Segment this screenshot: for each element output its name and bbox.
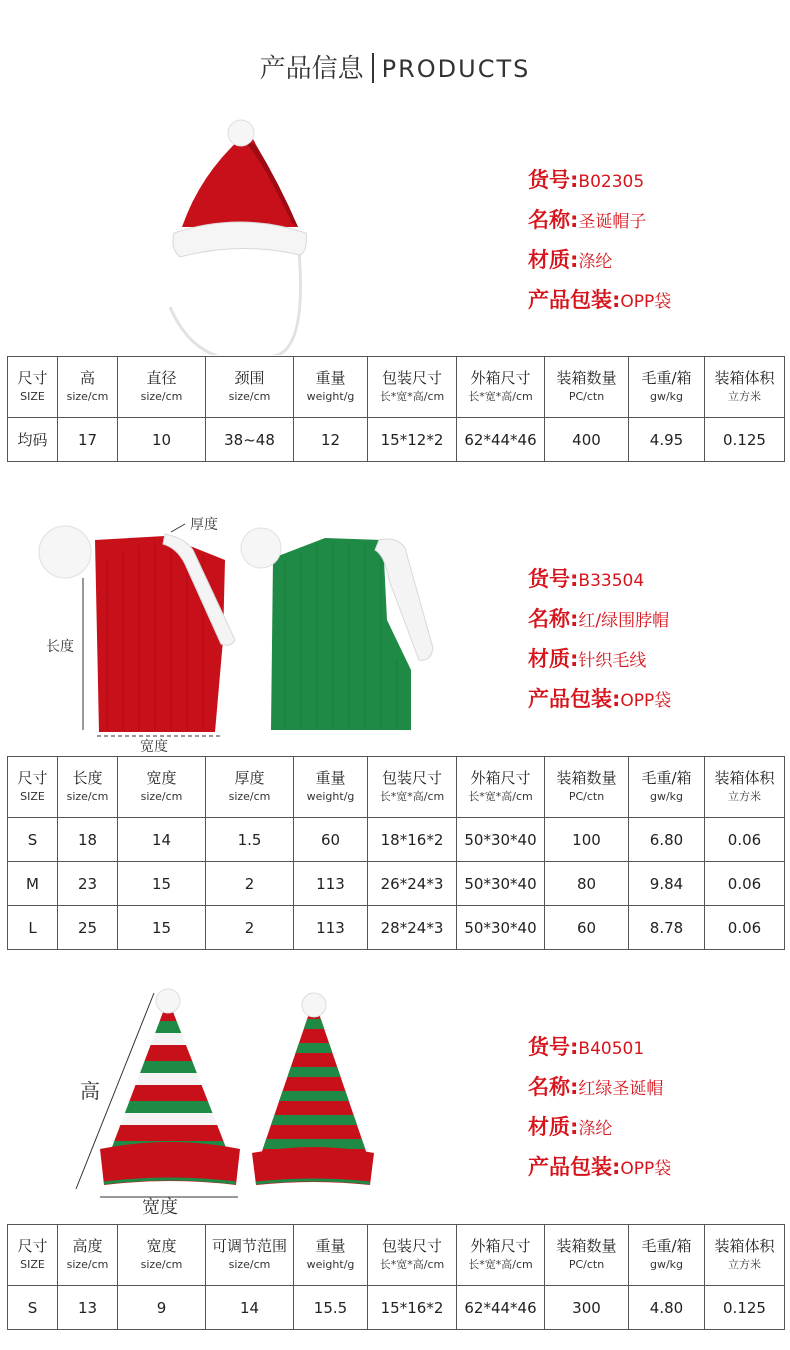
table-header-row (8, 1225, 785, 1286)
header-cell: 装箱数量 PC/ctn (545, 1225, 629, 1286)
product-info-3 (528, 1027, 671, 1187)
info-value: OPP袋 (620, 292, 672, 312)
info-value: B40501 (578, 1039, 645, 1059)
header-cell: 包装尺寸 长*宽*高/cm (368, 1225, 457, 1286)
info-row (528, 559, 671, 599)
table-cell: 4.80 (629, 1286, 705, 1330)
snood-hats-image (35, 520, 445, 755)
info-value: 红/绿围脖帽 (578, 611, 670, 631)
info-label: 货号: (528, 567, 579, 591)
table-cell: 400 (545, 418, 629, 462)
height-label: 高 (80, 1079, 100, 1103)
table-cell: 13 (58, 1286, 118, 1330)
table-row (8, 1286, 785, 1330)
table-cell: 28*24*3 (368, 906, 457, 950)
spec-table-2 (7, 756, 785, 950)
info-value: 圣诞帽子 (578, 212, 647, 232)
spec-table-3 (7, 1224, 785, 1330)
info-label: 产品包装: (528, 687, 621, 711)
table-cell: 100 (545, 818, 629, 862)
title-divider (372, 53, 374, 83)
table-cell: 0.125 (705, 1286, 785, 1330)
table-cell: S (8, 818, 58, 862)
table-cell: 62*44*46 (457, 418, 545, 462)
table-cell: 62*44*46 (457, 1286, 545, 1330)
header-cell: 长度 size/cm (58, 757, 118, 818)
info-row (528, 200, 671, 240)
table-cell: 2 (206, 906, 294, 950)
table-cell: 38~48 (206, 418, 294, 462)
table-cell: 50*30*40 (457, 906, 545, 950)
width-label: 宽度 (142, 1197, 178, 1218)
header-cell: 重量 weight/g (294, 1225, 368, 1286)
info-value: 针织毛线 (578, 651, 647, 671)
table-cell: 0.06 (705, 906, 785, 950)
thickness-label: 厚度 (190, 517, 218, 533)
table-cell: 6.80 (629, 818, 705, 862)
table-header-row (8, 757, 785, 818)
santa-hat-image (160, 115, 320, 355)
header-cell: 毛重/箱 gw/kg (629, 1225, 705, 1286)
info-row (528, 240, 671, 280)
table-cell: 14 (118, 818, 206, 862)
header-cell: 毛重/箱 gw/kg (629, 357, 705, 418)
table-cell: 300 (545, 1286, 629, 1330)
info-label: 产品包装: (528, 288, 621, 312)
header-cell: 颈围 size/cm (206, 357, 294, 418)
table-cell: 25 (58, 906, 118, 950)
info-value: B33504 (578, 571, 645, 591)
table-header-row (8, 357, 785, 418)
info-label: 产品包装: (528, 1155, 621, 1179)
table-cell: 2 (206, 862, 294, 906)
info-row (528, 1067, 671, 1107)
spec-table-1 (7, 356, 785, 462)
length-label: 长度 (46, 639, 74, 655)
info-row (528, 1147, 671, 1187)
table-row (8, 818, 785, 862)
table-cell: 80 (545, 862, 629, 906)
table-cell: 1.5 (206, 818, 294, 862)
table-cell: 均码 (8, 418, 58, 462)
header-cell: 装箱数量 PC/ctn (545, 757, 629, 818)
table-cell: 14 (206, 1286, 294, 1330)
table-cell: 15*12*2 (368, 418, 457, 462)
info-value: B02305 (578, 172, 645, 192)
table-cell: 26*24*3 (368, 862, 457, 906)
info-label: 名称: (528, 208, 579, 232)
header-cell: 装箱体积 立方米 (705, 1225, 785, 1286)
info-value: 涤纶 (578, 1119, 613, 1139)
table-cell: L (8, 906, 58, 950)
table-cell: 50*30*40 (457, 862, 545, 906)
striped-hats-image (70, 985, 390, 1200)
table-cell: 15.5 (294, 1286, 368, 1330)
table-cell: 8.78 (629, 906, 705, 950)
table-cell: 0.125 (705, 418, 785, 462)
header-cell: 装箱体积 立方米 (705, 357, 785, 418)
info-value: 涤纶 (578, 252, 613, 272)
table-cell: 12 (294, 418, 368, 462)
table-cell: 50*30*40 (457, 818, 545, 862)
header-cell: 装箱数量 PC/ctn (545, 357, 629, 418)
table-cell: 17 (58, 418, 118, 462)
table-cell: 15*16*2 (368, 1286, 457, 1330)
header-cell: 重量 weight/g (294, 757, 368, 818)
table-row (8, 418, 785, 462)
table-cell: 0.06 (705, 818, 785, 862)
header-cell: 毛重/箱 gw/kg (629, 757, 705, 818)
info-row (528, 599, 671, 639)
info-row (528, 679, 671, 719)
table-cell: 113 (294, 862, 368, 906)
table-cell: 4.95 (629, 418, 705, 462)
table-cell: 60 (294, 818, 368, 862)
header-cell: 装箱体积 立方米 (705, 757, 785, 818)
info-label: 材质: (528, 1115, 579, 1139)
header-cell: 厚度 size/cm (206, 757, 294, 818)
header-cell: 可调节范围 size/cm (206, 1225, 294, 1286)
header-cell: 宽度 size/cm (118, 1225, 206, 1286)
header-cell: 重量 weight/g (294, 357, 368, 418)
info-row (528, 1027, 671, 1067)
table-cell: 15 (118, 906, 206, 950)
header-cell: 高度 size/cm (58, 1225, 118, 1286)
header-cell: 尺寸 SIZE (8, 357, 58, 418)
table-cell: 9.84 (629, 862, 705, 906)
page-title-en: PRODUCTS (381, 55, 531, 83)
header-cell: 外箱尺寸 长*宽*高/cm (457, 357, 545, 418)
table-cell: 18 (58, 818, 118, 862)
table-cell: 18*16*2 (368, 818, 457, 862)
info-row (528, 639, 671, 679)
table-row (8, 906, 785, 950)
table-cell: 23 (58, 862, 118, 906)
table-cell: 9 (118, 1286, 206, 1330)
product-info-2 (528, 559, 671, 719)
info-value: OPP袋 (620, 691, 672, 711)
info-value: 红绿圣诞帽 (578, 1079, 664, 1099)
header-cell: 尺寸 SIZE (8, 757, 58, 818)
info-value: OPP袋 (620, 1159, 672, 1179)
info-label: 货号: (528, 1035, 579, 1059)
header-cell: 包装尺寸 长*宽*高/cm (368, 757, 457, 818)
table-cell: 10 (118, 418, 206, 462)
info-row (528, 280, 671, 320)
header-cell: 宽度 size/cm (118, 757, 206, 818)
page-title (0, 48, 790, 85)
header-cell: 外箱尺寸 长*宽*高/cm (457, 757, 545, 818)
header-cell: 外箱尺寸 长*宽*高/cm (457, 1225, 545, 1286)
info-label: 名称: (528, 607, 579, 631)
table-cell: 0.06 (705, 862, 785, 906)
header-cell: 直径 size/cm (118, 357, 206, 418)
info-label: 名称: (528, 1075, 579, 1099)
table-cell: 113 (294, 906, 368, 950)
info-label: 货号: (528, 168, 579, 192)
width-label: 宽度 (140, 739, 168, 755)
info-label: 材质: (528, 248, 579, 272)
table-cell: S (8, 1286, 58, 1330)
page-title-cn: 产品信息 (259, 54, 364, 84)
info-label: 材质: (528, 647, 579, 671)
table-cell: 60 (545, 906, 629, 950)
header-cell: 尺寸 SIZE (8, 1225, 58, 1286)
table-cell: M (8, 862, 58, 906)
header-cell: 高 size/cm (58, 357, 118, 418)
table-row (8, 862, 785, 906)
table-cell: 15 (118, 862, 206, 906)
header-cell: 包装尺寸 长*宽*高/cm (368, 357, 457, 418)
info-row (528, 1107, 671, 1147)
product-info-1 (528, 160, 671, 320)
info-row (528, 160, 671, 200)
